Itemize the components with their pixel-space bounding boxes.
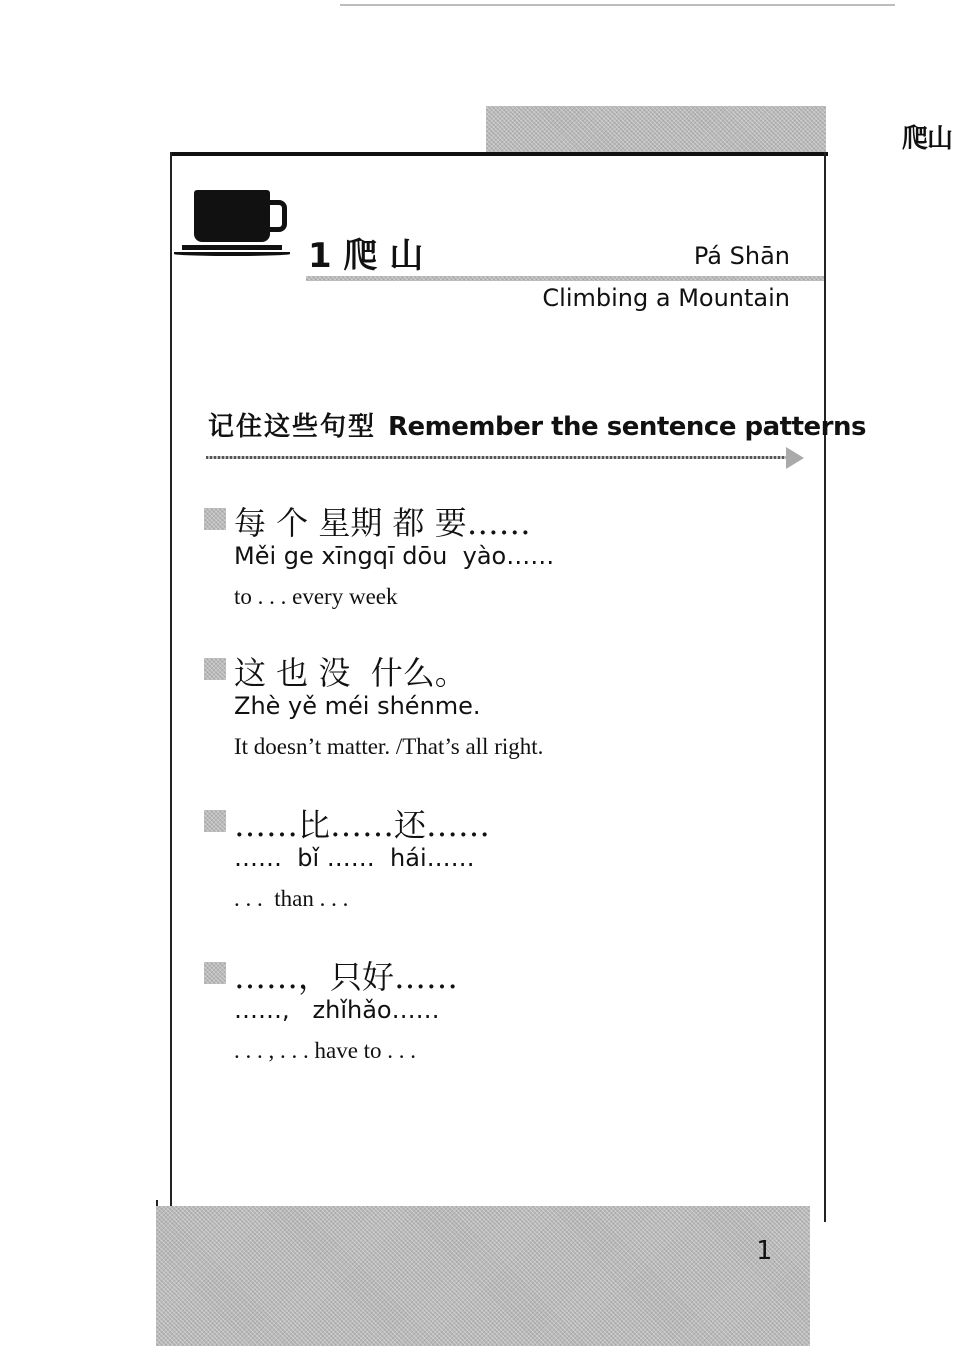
page-number: 1 (756, 1236, 772, 1266)
pattern-pinyin: Měi ge xīngqī dōu yào…… (234, 542, 555, 570)
title-divider (306, 276, 824, 281)
header-tab-label: 爬山 (901, 124, 952, 154)
section-heading-english: Remember the sentence patterns (388, 412, 866, 442)
pattern-english: It doesn’t matter. /That’s all right. (234, 734, 544, 759)
frame-left-border (170, 152, 172, 1212)
footer-band (156, 1206, 810, 1346)
square-bullet-icon (204, 658, 226, 680)
pattern-english: . . . than . . . (234, 886, 349, 911)
square-bullet-icon (204, 962, 226, 984)
frame-right-border (824, 152, 826, 1222)
header-tab (486, 106, 826, 154)
pattern-pinyin: …… bǐ …… hái…… (234, 844, 475, 872)
pattern-chinese: ……比……还…… (234, 806, 491, 844)
section-heading-chinese: 记住这些句型 (208, 412, 377, 442)
square-bullet-icon (204, 810, 226, 832)
pattern-english: . . . , . . . have to . . . (234, 1038, 417, 1063)
pattern-chinese: 这 也 没 什么。 (234, 654, 467, 692)
pattern-pinyin: Zhè yě méi shénme. (234, 692, 481, 720)
lesson-title: 1 爬 山 (308, 236, 424, 276)
square-bullet-icon (204, 508, 226, 530)
frame-top-border (172, 152, 828, 156)
arrow-right-icon (786, 447, 804, 469)
coffee-cup-icon (174, 190, 290, 260)
pattern-english: to . . . every week (234, 584, 398, 609)
lesson-pinyin: Pá Shān (693, 242, 790, 270)
pattern-chinese: 每 个 星期 都 要…… (234, 504, 531, 542)
top-edge-rule (340, 4, 895, 6)
section-heading (208, 406, 866, 443)
pattern-pinyin: ……, zhǐhǎo…… (234, 996, 440, 1024)
section-divider (206, 456, 790, 459)
pattern-chinese: ……，只好…… (234, 958, 459, 996)
lesson-english-title: Climbing a Mountain (542, 284, 790, 312)
